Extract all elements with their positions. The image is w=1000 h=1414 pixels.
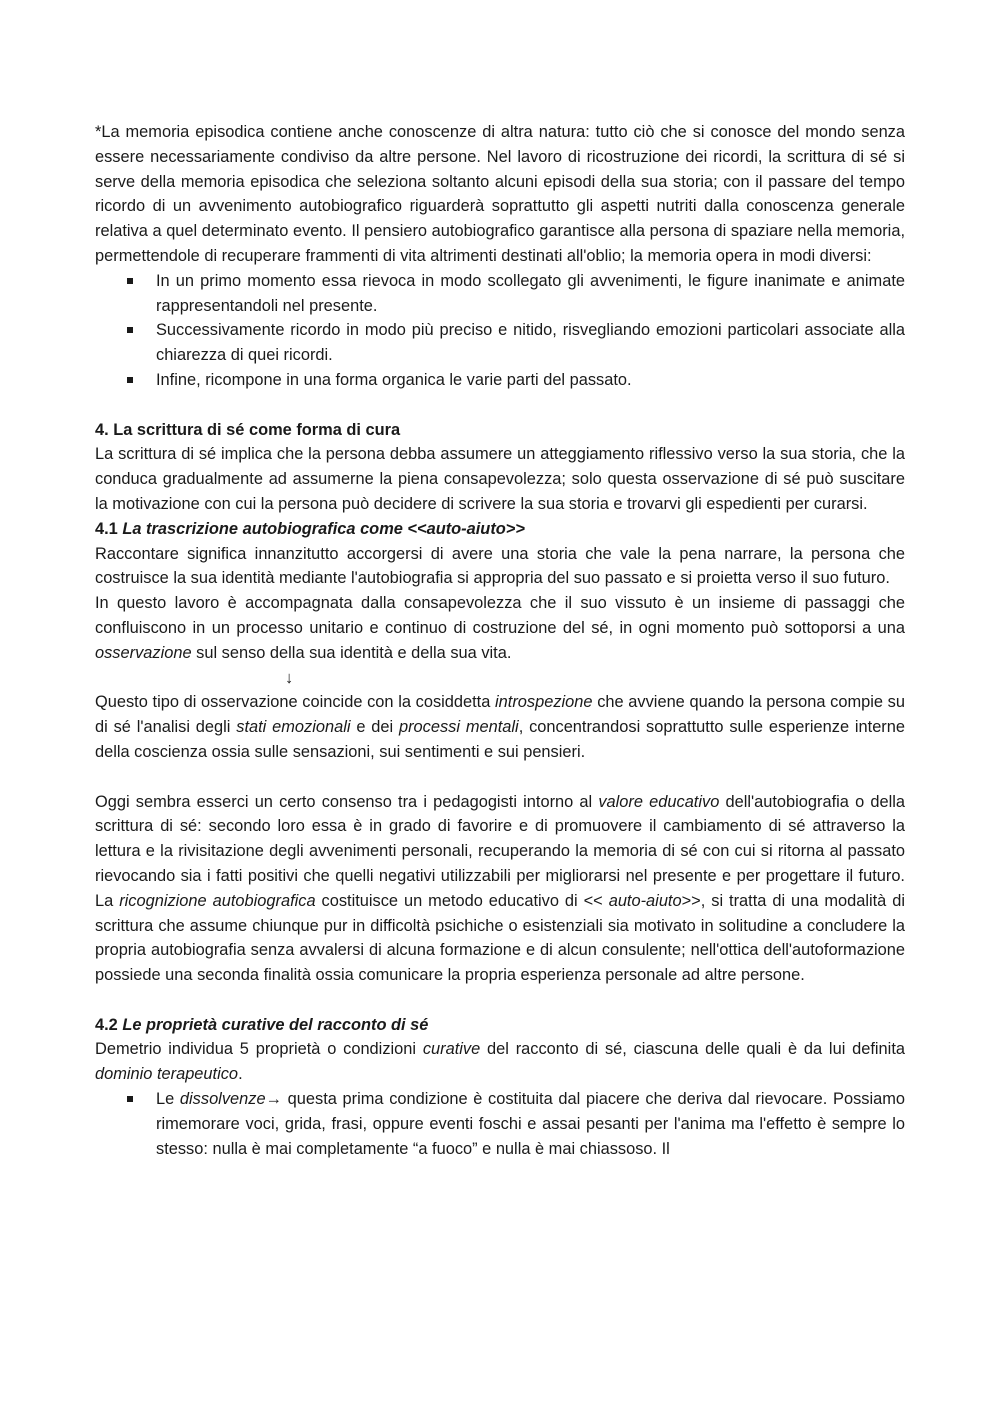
section-4-2-heading: 4.2 Le proprietà curative del racconto di sé: [95, 1015, 429, 1034]
spacer: [95, 988, 905, 1013]
spacer: [95, 765, 905, 790]
down-arrow-icon: ↓: [285, 668, 294, 687]
intro-paragraph: *La memoria episodica contiene anche conoscenze di altra natura: tutto ciò che si conosce del mondo senza essere necessariamente condiviso da altre persone. Nel lavoro di ricostruzione dei ricordi, la scrittura di sé si serve della memoria episodica che seleziona soltanto alcuni episodi della sua storia; con il passare del tempo ricordo di un avvenimento autobiografico riguarderà soprattutto gli aspetti nutriti dalla conoscenza generale relativa a quel determinato evento. Il pensiero autobiografico garantisce alla persona di spaziare nella memoria, permettendole di recuperare frammenti di vita altrimenti destinati all'oblio; la memoria opera in modi diversi:: [95, 123, 905, 265]
section-4-heading: 4. La scrittura di sé come forma di cura: [95, 420, 401, 439]
curative-properties-list: [95, 1087, 905, 1161]
list-item: Le dissolvenze→ questa prima condizione è costituita dal piacere che deriva dal rievocare. Possiamo rimemorare voci, grida, frasi, oppure eventi foschi e assai pesanti per l'anima ma l'effetto è sempre lo stesso: nulla è mai completamente “a fuoco” e nulla è mai chiassoso. Il: [95, 1087, 905, 1161]
section-4-2-paragraph-1: Demetrio individua 5 proprietà o condizioni curative del racconto di sé, ciascuna delle quali è da lui definita dominio terapeutico.: [95, 1040, 905, 1084]
section-4-1-paragraph-1: Raccontare significa innanzitutto accorgersi di avere una storia che vale la pena narrare, la persona che costruisce la sua identità mediante l'autobiografia si appropria del suo passato e si proietta verso il suo futuro.: [95, 544, 905, 588]
section-4-1-paragraph-2: In questo lavoro è accompagnata dalla consapevolezza che il suo vissuto è un insieme di passaggi che confluiscono in un processo unitario e continuo di costruzione del sé, in ogni momento può sottoporsi a una osservazione sul senso della sua identità e della sua vita.: [95, 594, 905, 662]
section-4-1-paragraph-4: Oggi sembra esserci un certo consenso tra i pedagogisti intorno al valore educativo dell'autobiografia o della scrittura di sé: secondo loro essa è in grado di favorire e di promuovere il cambiamento di sé attraverso la lettura e la rivisitazione degli avvenimenti personali, recuperando la memoria di sé con cui si ritorna al passato rievocando sia i fatti positivi che quelli negativi utilizzabili per migliorarsi nel presente e per progettare il futuro. La ricognizione autobiografica costituisce un metodo educativo di << auto-aiuto>>, si tratta di una modalità di scrittura che assume chiunque pur in difficoltà psichiche o esistenziali sia motivato in solitudine a concludere la propria autobiografia senza avvalersi di alcuna formazione e di alcun consulente; nell'ottica dell'autoformazione possiede una seconda finalità ossia comunicare la propria esperienza personale ad altre persone.: [95, 792, 905, 985]
right-arrow-icon: →: [265, 1090, 282, 1109]
memory-modes-list: [95, 269, 905, 393]
document-page: [95, 120, 905, 1161]
square-bullet-icon: [127, 278, 133, 284]
section-4-paragraph: La scrittura di sé implica che la persona debba assumere un atteggiamento riflessivo verso la sua storia, che la conduca gradualmente ad assumerne la piena consapevolezza; solo questa osservazione di sé può suscitare la motivazione con cui la persona può decidere di scrivere la sua storia e trovarvi gli espedienti per curarsi.: [95, 445, 905, 513]
section-4-1-paragraph-3: Questo tipo di osservazione coincide con la cosiddetta introspezione che avviene quando la persona compie su di sé l'analisi degli stati emozionali e dei processi mentali, concentrandosi soprattutto sulle esperienze interne della coscienza ossia sulle sensazioni, sui sentimenti e sui pensieri.: [95, 693, 906, 761]
section-4-1-heading: 4.1 La trascrizione autobiografica come <<auto-aiuto>>: [95, 519, 525, 538]
square-bullet-icon: [127, 1096, 133, 1102]
square-bullet-icon: [127, 327, 133, 333]
list-item: Successivamente ricordo in modo più preciso e nitido, risvegliando emozioni particolari associate alla chiarezza di quei ricordi.: [95, 318, 905, 368]
list-item: Infine, ricompone in una forma organica le varie parti del passato.: [95, 368, 905, 393]
spacer: [95, 393, 905, 418]
list-item: In un primo momento essa rievoca in modo scollegato gli avvenimenti, le figure inanimate e animate rappresentandoli nel presente.: [95, 269, 905, 319]
square-bullet-icon: [127, 377, 133, 383]
